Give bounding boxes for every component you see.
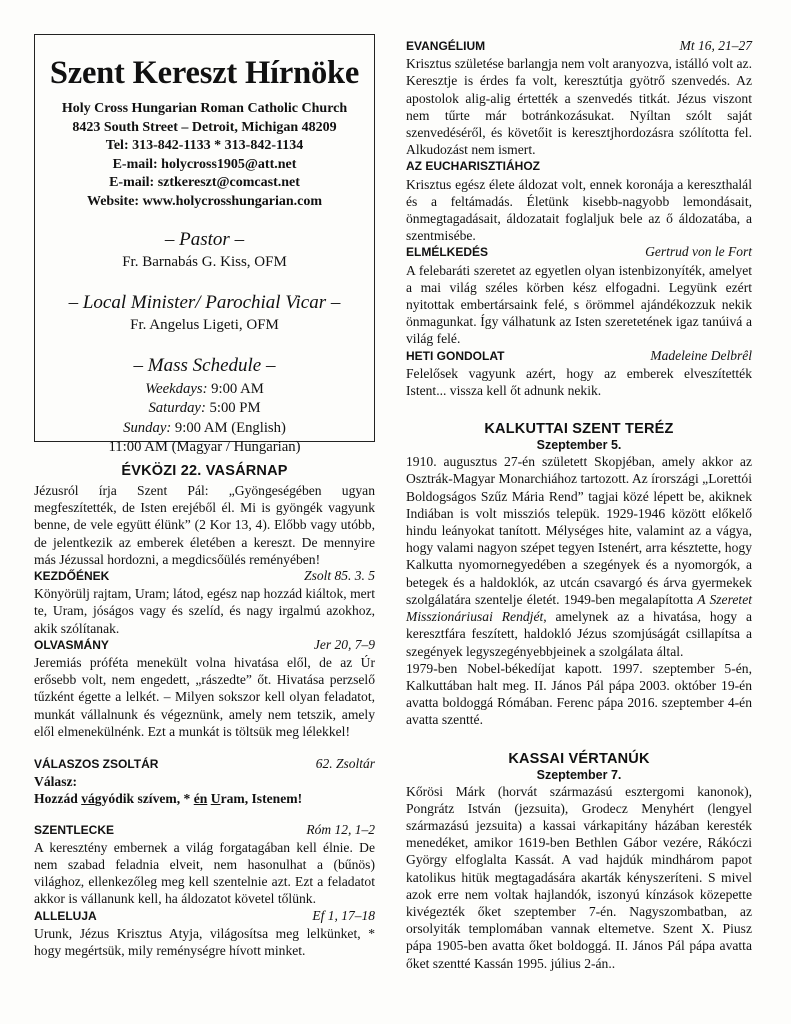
pastor-heading: – Pastor – bbox=[164, 229, 245, 250]
left-column bbox=[34, 34, 375, 959]
teres-text-2: 1979-ben Nobel-békedíjat kapott. 1997. szeptember 5-én, Kalkuttában halt meg. II. János Pál pápa 2003. október 19-én avatta boldoggá Rómában. Ferenc pápa 2016. szeptember 4-én avatta szentté. bbox=[406, 660, 752, 728]
olvasmany-ref: Jer 20, 7–9 bbox=[313, 636, 375, 652]
masthead-box bbox=[34, 34, 375, 455]
olvasmany-header bbox=[34, 637, 375, 654]
church-address: 8423 South Street – Detroit, Michigan 48209 bbox=[72, 119, 337, 135]
kassai-text: Kőrösi Márk (horvát származású esztergomi kanonok), Pongrátz István (jezsuita), Grodecz Menyhért (lengyel származású jezsuita) a kassai várkapitány házában keresték menedéket, amikor 1619-ben Bethlen Gábor vezére, Rákóczi György elfoglalta Kassát. A vad hajdúk mindhárom papot katolikus hitük megtagadására akarták kényszeríteni. S mivel azok erre nem voltak hajlandók, iszonyú kínzások közepette kivégezték őket szeptember 7-én. Nagyszombatban, az orsolyiták templomában vannak eltemetve. Szent X. Piusz pápa 1905-ben avatta őket boldoggá. II. János Pál pápa avatta őket szentté Kassán 1995. július 2-án.. bbox=[406, 783, 752, 971]
heti-ref: Madeleine Delbrêl bbox=[650, 347, 752, 363]
minister-name: Fr. Angelus Ligeti, OFM bbox=[130, 317, 279, 333]
elmelkedes-label: ELMÉLKEDÉS bbox=[406, 245, 489, 260]
saturday-time: 5:00 PM bbox=[205, 400, 261, 417]
kezdoenek-ref: Zsolt 85. 3. 5 bbox=[304, 568, 375, 584]
elmelkedes-ref: Gertrud von le Fort bbox=[645, 244, 752, 260]
heti-label: HETI GONDOLAT bbox=[406, 348, 505, 363]
szentlecke-label: SZENTLECKE bbox=[34, 822, 115, 837]
heti-header bbox=[406, 348, 752, 365]
valasz-underline-2: én bbox=[193, 791, 208, 807]
elmelkedes-text: A felebaráti szeretet az egyetlen olyan istenbizonyíték, amelyet a mai világ széles körben kész elfogadni. Legyünk ezért nyitottak embertársaink felé, s örömmel ajándékozzuk nekik önmagunkat. Így válhatunk az Isten szeretetének igaz tanúivá a világ felé. bbox=[406, 262, 752, 347]
teres-order-name: A Szeretet Misszionáriusai Rendjét bbox=[406, 591, 752, 625]
weekdays-label: Weekdays: bbox=[145, 381, 208, 397]
kezdoenek-label: KEZDŐÉNEK bbox=[34, 569, 110, 584]
evangelium-ref: Mt 16, 21–27 bbox=[679, 38, 752, 53]
kezdoenek-header bbox=[34, 568, 375, 585]
minister-heading: – Local Minister/ Parochial Vicar – bbox=[68, 292, 341, 313]
sunday-label: Sunday: bbox=[123, 419, 172, 436]
teres-text-b: , amelynek az a hivatása, hogy a keresztfára feszített, haldokló Jézus szomjúságát csillapítsa a szegények legyszegényebbjeinek a szolgálata által. bbox=[406, 609, 752, 659]
valasz-underline-1: vá bbox=[81, 791, 95, 807]
right-column bbox=[406, 38, 752, 972]
teres-text-1 bbox=[406, 453, 752, 659]
eucharisztia-text: Krisztus egész élete áldozat volt, ennek koronája a kereszthalál és a feltámadás. Életünk kisebb-nagyobb lemondásait, önmegtagadásait, áldozatait foglaljuk bele az ő áldozatába, a szentmisébe. bbox=[406, 176, 752, 244]
evangelium-header bbox=[406, 38, 752, 55]
saturday-line bbox=[35, 399, 374, 418]
valasz-part-b: gyódik szívem, * bbox=[94, 791, 194, 807]
alleluja-header bbox=[34, 908, 375, 925]
sunday-line bbox=[35, 419, 374, 438]
sunday-time: 9:00 AM (English) bbox=[171, 419, 286, 436]
church-name: Holy Cross Hungarian Roman Catholic Church bbox=[61, 101, 348, 116]
alleluja-label: ALLELUJA bbox=[34, 908, 97, 923]
valasz-text bbox=[34, 790, 375, 807]
alleluja-text: Urunk, Jézus Krisztus Atyja, világosítsa meg lelkünket, * hogy megértsük, mily reménységre hívott minket. bbox=[34, 925, 375, 959]
teres-text-a: 1910. augusztus 27-én született Skopjéban, amely akkor az Osztrák-Magyar Monarchiához tartozott. Az írországi „Lorettói Boldogságos Szűz Mária Rend” tagjai közé lépett be, akiknek Indiában is volt missziós telepük. 1929-1946 között előkelő hindu leányokat tanított. Mélységes hite, valamint az a vágya, hogy valami nagyon szépet tegyen Istenért, arra késztette, hogy Kalkutta nyomornegyedében a szegények és a nyomorgók, a betegek és a haldoklók, az utcán csavargó és árva gyermekek szolgálatára szentelje életét. 1949-ben megalapította bbox=[406, 454, 752, 607]
sunday-line-2: 11:00 AM (Magyar / Hungarian) bbox=[108, 438, 301, 455]
valasz-underline-3: U bbox=[210, 791, 221, 807]
weekdays-line bbox=[35, 380, 374, 399]
intro-text: Jézusról írja Szent Pál: „Gyöngeségében ugyan megfeszítették, de Isten erejéből él. Mi is gyöngék vagyunk benne, de vele együtt élünk” (2 Kor 13, 4). Előbb vagy utóbb, de jelentkezik az emberek életében a kereszt. De mennyire más Jézussal hordozni, a megdicsőülés reményében! bbox=[34, 483, 375, 567]
szentlecke-ref: Róm 12, 1–2 bbox=[306, 821, 375, 837]
evangelium-label: EVANGÉLIUM bbox=[406, 39, 486, 53]
teres-title: KALKUTTAI SZENT TERÉZ bbox=[484, 421, 674, 438]
zsoltar-header bbox=[34, 756, 375, 773]
szentlecke-header bbox=[34, 822, 375, 839]
weekdays-time: 9:00 AM bbox=[207, 381, 264, 397]
newsletter-title: Szent Kereszt Hírnöke bbox=[49, 55, 360, 91]
website: Website: www.holycrosshungarian.com bbox=[86, 193, 323, 209]
teres-date: Szeptember 5. bbox=[536, 438, 622, 453]
kezdoenek-text: Könyörülj rajtam, Uram; látod, egész nap hozzád kiáltok, mert te, Uram, jóságos vagy és szelíd, és nagy irgalmú azokhoz, akik szólítanak. bbox=[34, 586, 375, 636]
mass-schedule-heading: – Mass Schedule – bbox=[133, 355, 276, 376]
kassai-title: KASSAI VÉRTANÚK bbox=[508, 750, 650, 767]
saturday-label: Saturday: bbox=[148, 400, 206, 417]
valasz-label: Válasz: bbox=[34, 774, 78, 790]
sunday-title: ÉVKÖZI 22. VASÁRNAP bbox=[121, 463, 288, 479]
kassai-date: Szeptember 7. bbox=[536, 767, 622, 782]
zsoltar-ref: 62. Zsoltár bbox=[315, 756, 375, 772]
zsoltar-label: VÁLASZOS ZSOLTÁR bbox=[34, 757, 159, 772]
valasz-part-d: ram, Istenem! bbox=[220, 791, 303, 807]
email-2: E-mail: sztkereszt@comcast.net bbox=[109, 175, 300, 190]
olvasmany-text: Jeremiás próféta menekült volna hivatása elől, de az Úr erősebb volt, nem engedett, „rászedte” őt. Hivatása perzselő tűzként égette a lelkét. – Milyen sokszor kell olyan feladatot, munkát vállalnunk és végeznünk, amely nem tetszik, amely elől elmenekülnénk. Ezt a munkát is töltsük meg lélekkel! bbox=[34, 655, 375, 739]
valasz-part-a: Hozzád bbox=[34, 791, 82, 807]
phone-numbers: Tel: 313-842-1133 * 313-842-1134 bbox=[105, 138, 304, 153]
email-1: E-mail: holycross1905@att.net bbox=[112, 156, 297, 172]
evangelium-text: Krisztus születése barlangja nem volt aranyozva, istálló volt az. Keresztje is érdes fa volt, keresztútja gyötrő szenvedés. Az apostolok alig-alig értették a szenvedés titkát. Jézus viszont nem tűrte már botránkozásukat. Nyíltan szólt saját szenvedéséről, és követőit is keresztjhordozásra szólította fel. Alkudozást nem ismert. bbox=[406, 56, 752, 158]
szentlecke-text: A keresztény embernek a világ forgatagában kell élnie. De nem szabad feladnia elveit, nem hasonulhat a (bűnös) világhoz, ellenkezőleg meg kell szentelnie azt. Ezt a feladatot akkor is vállanunk kell, ha áldozatot követel tőlünk. bbox=[34, 839, 375, 907]
pastor-name: Fr. Barnabás G. Kiss, OFM bbox=[122, 254, 287, 270]
elmelkedes-header bbox=[406, 244, 752, 261]
heti-text: Felelősek vagyunk azért, hogy az emberek elveszítették Istent... vissza kell őt adnunk nekik. bbox=[406, 365, 752, 399]
eucharisztia-label: AZ EUCHARISZTIÁHOZ bbox=[406, 159, 540, 174]
alleluja-ref: Ef 1, 17–18 bbox=[312, 907, 375, 923]
olvasmany-label: OLVASMÁNY bbox=[34, 637, 109, 652]
